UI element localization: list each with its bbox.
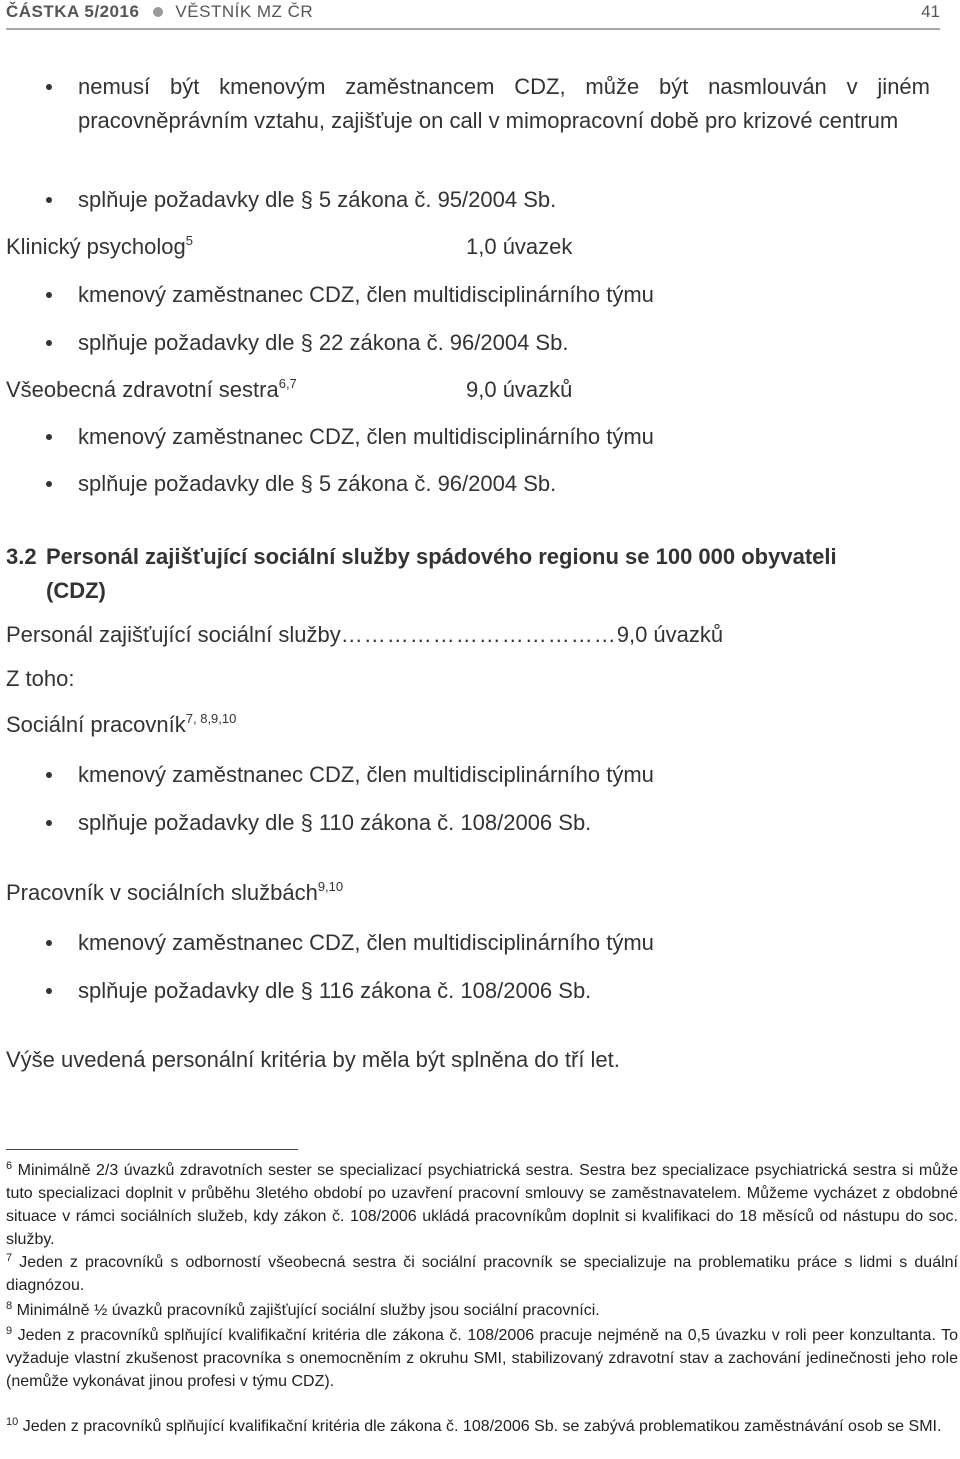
page-number: 41 [921, 2, 940, 21]
list-item: splňuje požadavky dle § 116 zákona č. 108/2006 Sb. [78, 978, 592, 1003]
section-title-line2: (CDZ) [46, 578, 106, 603]
role-title-socialni-pracovnik: Sociální pracovník$^{7, 8,9,10}$ [6, 711, 237, 737]
issue-label: ČÁSTKA 5/2016 [6, 2, 140, 21]
bullet-icon [46, 940, 52, 946]
bullet-icon [46, 988, 52, 994]
header-left [6, 2, 313, 22]
list-item: kmenový zaměstnanec CDZ, člen multidisciplinárního týmu [78, 762, 654, 787]
footnote-6: $^6$ Minimálně 2/3 úvazků zdravotních sester se specializací psychiatrická sestra. Sestra bez specializace psychiatrická sestra si může tuto specializaci doplnit v průběhu 3letého období po uzavření pracovní smlouvy se zaměstnavatelem. Můžeme vycházet z obdobné situace v rámci sociálních služeb, kdy zákon č. 108/2006 ukládá pracovníkům doplnit si kvalifikaci do 18 měsíců od nástupu do soc. služby. [6, 1160, 958, 1248]
bullet-icon [46, 820, 52, 826]
personal-line: Personál zajišťující sociální služby………………………………9,0 úvazků [6, 622, 724, 647]
footnote-7: $^7$ Jeden z pracovníků s odborností všeobecná sestra či sociální pracovník se specializuje na problematiku práce s lidmi s duální diagnózou. [6, 1252, 958, 1294]
list-item: splňuje požadavky dle § 22 zákona č. 96/2004 Sb. [78, 330, 569, 355]
footnote-10: $^{10}$ Jeden z pracovníků splňující kvalifikační kritéria dle zákona č. 108/2006 Sb. se zabývá problematikou zaměstnávání osob se SMI. [6, 1416, 942, 1435]
bullet-icon [46, 197, 52, 203]
footnote-9: $^9$ Jeden z pracovníků splňující kvalifikační kritéria dle zákona č. 108/2006 pracuje nejméně na 0,5 úvazku v roli peer konzultanta. To vyžaduje vlastní zkušenost pracovníka s onemocněním z okruhu SMI, stabilizovaný zdravotní stav a zachování jedinečnosti jeho role (nemůže vykonávat jinou profesi v týmu CDZ). [6, 1325, 959, 1390]
section-title-line1: Personál zajišťující sociální služby spádového regionu se 100 000 obyvateli [46, 544, 837, 569]
bullet-icon [46, 84, 52, 90]
list-item: splňuje požadavky dle § 5 zákona č. 95/2004 Sb. [78, 187, 557, 212]
footnote-rule [6, 1149, 298, 1150]
section-heading [6, 540, 956, 608]
bullet-icon [46, 772, 52, 778]
journal-name: VĚSTNÍK MZ ČR [175, 2, 314, 21]
list-item: splňuje požadavky dle § 110 zákona č. 108/2006 Sb. [78, 810, 592, 835]
bullet-icon [46, 481, 52, 487]
role-title-sestra: Všeobecná zdravotní sestra$^{6,7}$ [6, 376, 297, 402]
page-header [6, 0, 940, 30]
fte-psycholog: 1,0 úvazek [466, 234, 573, 259]
separator-dot-icon [153, 7, 163, 17]
section-number: 3.2 [6, 544, 37, 569]
role-title-pracovnik-ss: Pracovník v sociálních službách$^{9,10}$ [6, 879, 344, 905]
bullet-icon [46, 292, 52, 298]
list-item: nemusí být kmenovým zaměstnancem CDZ, může být nasmlouván v jiném pracovněprávním vztahu, zajišťuje on call v mimopracovní době pro krizové centrum [78, 74, 930, 133]
z-toho-label: Z toho: [6, 666, 75, 691]
closing-sentence: Výše uvedená personální kritéria by měla být splněna do tří let. [6, 1047, 620, 1072]
bullet-icon [46, 340, 52, 346]
bullet-icon [46, 434, 52, 440]
header-rule [6, 28, 940, 30]
fte-sestra: 9,0 úvazků [466, 377, 573, 402]
footnote-8: $^8$ Minimálně ½ úvazků pracovníků zajišťující sociální služby jsou sociální pracovníci. [6, 1300, 600, 1319]
list-item: splňuje požadavky dle § 5 zákona č. 96/2004 Sb. [78, 471, 557, 496]
list-item: kmenový zaměstnanec CDZ, člen multidisciplinárního týmu [78, 424, 654, 449]
list-item: kmenový zaměstnanec CDZ, člen multidisciplinárního týmu [78, 930, 654, 955]
role-title-psycholog: Klinický psycholog$^5$ [6, 233, 193, 259]
list-item: kmenový zaměstnanec CDZ, člen multidisciplinárního týmu [78, 282, 654, 307]
